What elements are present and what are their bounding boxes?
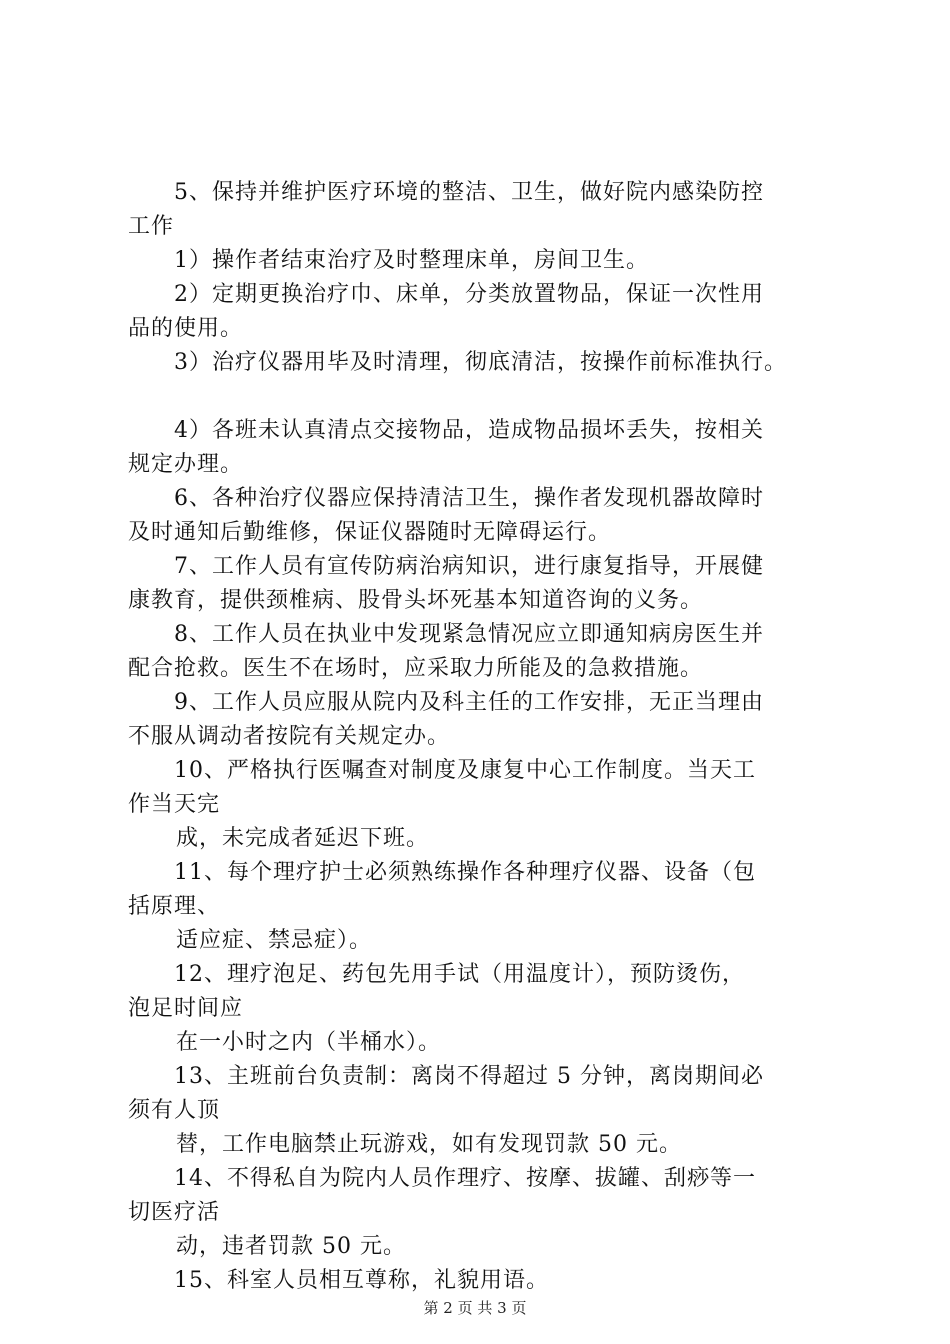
paragraph-line: 规定办理。 (128, 452, 244, 477)
paragraph-line: 15、科室人员相互尊称，礼貌用语。 (174, 1268, 549, 1293)
paragraph-line: 9、工作人员应服从院内及科主任的工作安排，无正当理由 (174, 690, 764, 715)
paragraph-line: 3）治疗仪器用毕及时清理，彻底清洁，按操作前标准执行。 (174, 350, 787, 375)
paragraph-line: 康教育，提供颈椎病、股骨头坏死基本知道咨询的义务。 (128, 588, 704, 613)
document-body (128, 176, 838, 1298)
paragraph-line: 8、工作人员在执业中发现紧急情况应立即通知病房医生并 (174, 622, 764, 647)
paragraph-line: 品的使用。 (128, 316, 244, 341)
paragraph-line: 括原理、 (128, 894, 221, 919)
paragraph-line: 须有人顶 (128, 1098, 221, 1123)
paragraph-line: 成，未完成者延迟下班。 (176, 826, 430, 851)
page-number-footer: 第 2 页 共 3 页 (423, 1299, 527, 1317)
paragraph-line: 7、工作人员有宣传防病治病知识，进行康复指导，开展健 (174, 554, 764, 579)
paragraph-line: 切医疗活 (128, 1200, 221, 1225)
blank-line (128, 380, 838, 414)
paragraph-line: 1）操作者结束治疗及时整理床单，房间卫生。 (174, 248, 649, 273)
paragraph-line: 工作 (128, 214, 175, 239)
paragraph-line: 在一小时之内（半桶水）。 (176, 1030, 442, 1055)
paragraph-line: 13、主班前台负责制：离岗不得超过 5 分钟，离岗期间必 (174, 1064, 764, 1089)
paragraph-line: 14、不得私自为院内人员作理疗、按摩、拔罐、刮痧等一 (174, 1166, 756, 1191)
paragraph-line: 替，工作电脑禁止玩游戏，如有发现罚款 50 元。 (176, 1132, 682, 1157)
paragraph-line: 作当天完 (128, 792, 221, 817)
paragraph-line: 2）定期更换治疗巾、床单，分类放置物品，保证一次性用 (174, 282, 764, 307)
paragraph-line: 4）各班未认真清点交接物品，造成物品损坏丢失，按相关 (174, 418, 764, 443)
paragraph-line: 及时通知后勤维修，保证仪器随时无障碍运行。 (128, 520, 612, 545)
paragraph-line: 适应症、禁忌症）。 (176, 928, 373, 953)
paragraph-line: 5、保持并维护医疗环境的整洁、卫生，做好院内感染防控 (174, 180, 764, 205)
paragraph-line: 配合抢救。医生不在场时，应采取力所能及的急救措施。 (128, 656, 704, 681)
paragraph-line: 动，违者罚款 50 元。 (176, 1234, 406, 1259)
paragraph-line: 12、理疗泡足、药包先用手试（用温度计），预防烫伤， (174, 962, 745, 987)
paragraph-line: 6、各种治疗仪器应保持清洁卫生，操作者发现机器故障时 (174, 486, 764, 511)
paragraph-line: 不服从调动者按院有关规定办。 (128, 724, 451, 749)
paragraph-line: 11、每个理疗护士必须熟练操作各种理疗仪器、设备（包 (174, 860, 756, 885)
paragraph-line: 泡足时间应 (128, 996, 244, 1021)
paragraph-line: 10、严格执行医嘱查对制度及康复中心工作制度。当天工 (174, 758, 756, 783)
